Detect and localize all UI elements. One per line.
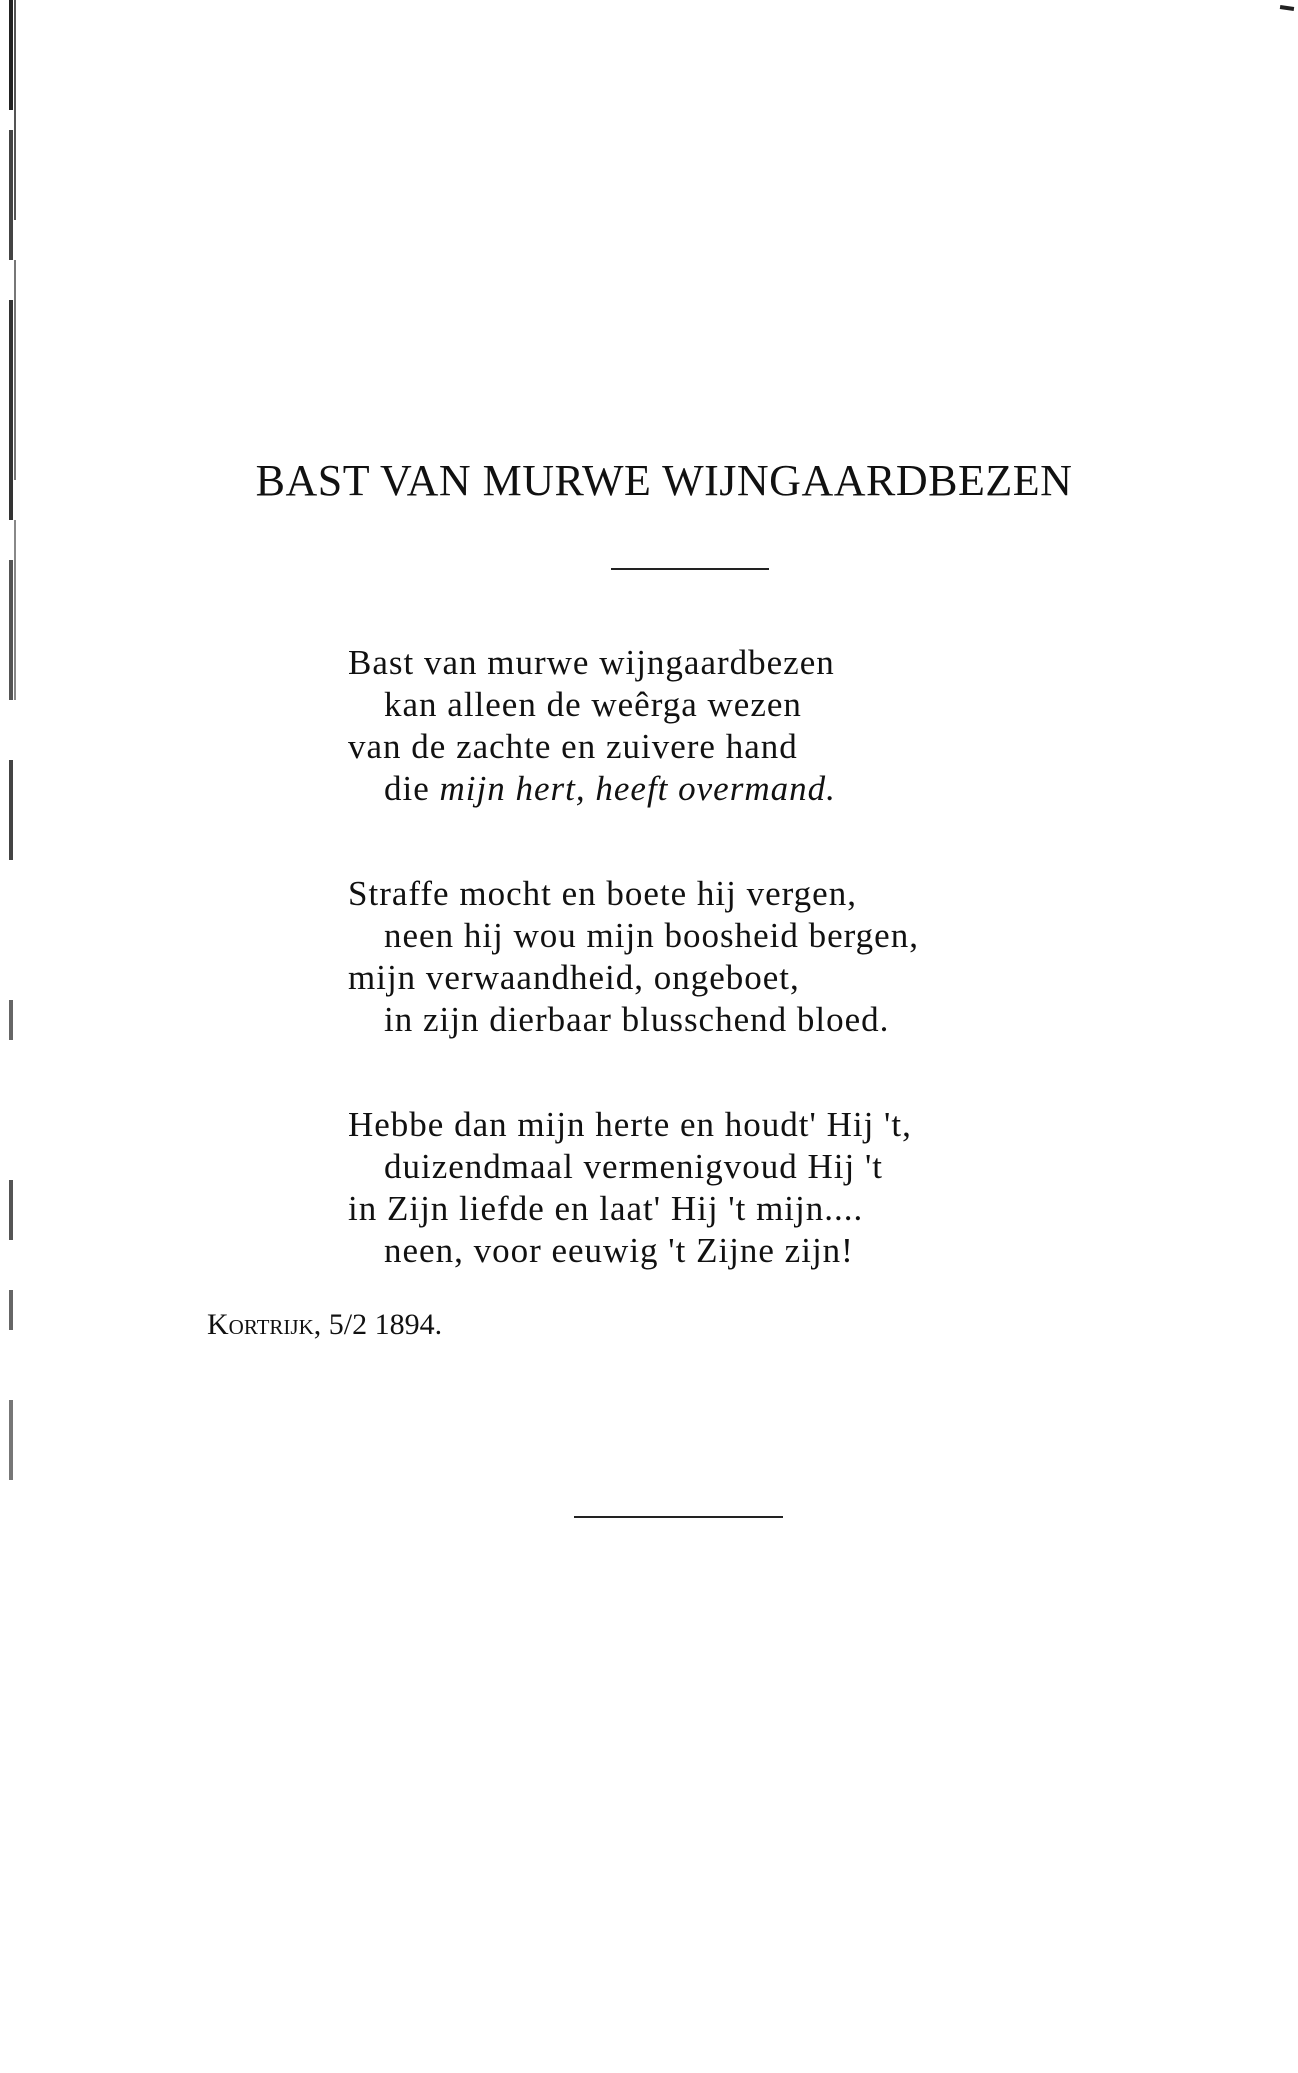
scan-edge-artifact bbox=[9, 0, 13, 1480]
poem-line: Straffe mocht en boete hij vergen, bbox=[348, 874, 857, 913]
poem-line: van de zachte en zuivere hand bbox=[348, 727, 798, 766]
poem-line: Bast van murwe wijngaardbezen bbox=[348, 643, 835, 682]
poem-line-text: die mijn hert, heeft overmand. bbox=[384, 769, 836, 808]
poem-line: kan alleen de weêrga wezen bbox=[384, 685, 802, 724]
poem-line: duizendmaal vermenigvoud Hij 't bbox=[384, 1147, 883, 1186]
place-date: Kortrijk, 5/2 1894. bbox=[207, 1308, 443, 1341]
poem-line: neen hij wou mijn boosheid bergen, bbox=[384, 916, 919, 955]
poem-line: mijn verwaandheid, ongeboet, bbox=[348, 958, 800, 997]
poem-line bbox=[384, 769, 836, 809]
poem-line: in zijn dierbaar blusschend bloed. bbox=[384, 1000, 890, 1039]
title-rule bbox=[611, 568, 769, 570]
poem-title: BAST VAN MURWE WIJNGAARDBEZEN bbox=[255, 456, 1073, 505]
poem-line: in Zijn liefde en laat' Hij 't mijn.... bbox=[348, 1189, 864, 1228]
scan-edge-artifact-secondary bbox=[14, 0, 16, 700]
closing-rule bbox=[574, 1516, 783, 1518]
poem-line: Hebbe dan mijn herte en houdt' Hij 't, bbox=[348, 1105, 912, 1144]
scan-corner-mark bbox=[1280, 5, 1294, 11]
poem-line: neen, voor eeuwig 't Zijne zijn! bbox=[384, 1231, 854, 1270]
